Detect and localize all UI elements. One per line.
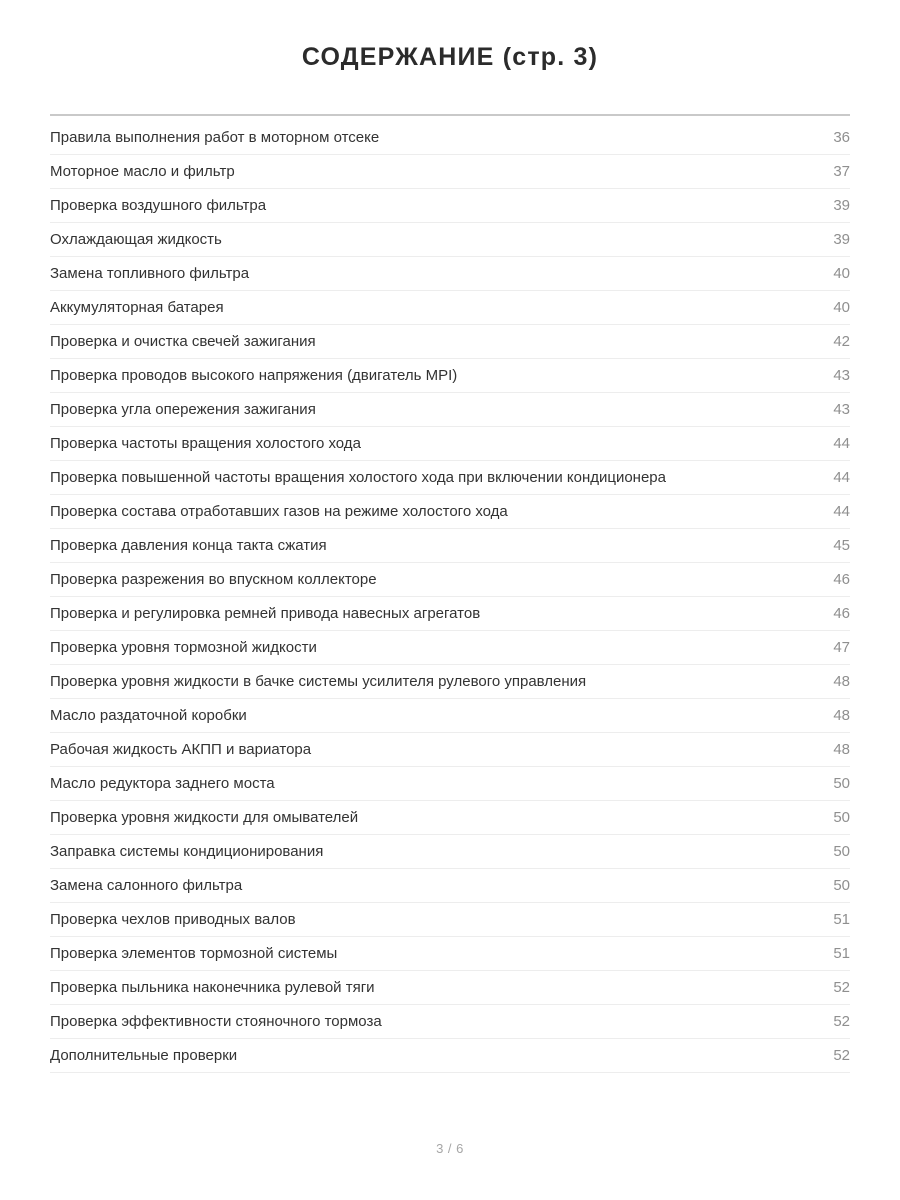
toc-entry[interactable] [50,767,850,801]
toc-entry-page-number: 47 [833,639,850,656]
toc-entry[interactable] [50,903,850,937]
toc-entry-label: Замена топливного фильтра [50,265,250,282]
toc-entry-label: Проверка пыльника наконечника рулевой тяги [50,979,375,996]
toc-entry-page-number: 44 [833,503,850,520]
toc-entry-label: Проверка уровня жидкости в бачке системы усилителя рулевого управления [50,673,587,690]
toc-entry-label: Проверка и регулировка ремней привода навесных агрегатов [50,605,481,622]
toc-entry-page-number: 40 [833,265,850,282]
toc-entry[interactable] [50,325,850,359]
toc-entry[interactable] [50,971,850,1005]
toc-entry-label: Аккумуляторная батарея [50,299,224,316]
toc-entry-label: Заправка системы кондиционирования [50,843,324,860]
toc-entry-label: Проверка повышенной частоты вращения холостого хода при включении кондиционера [50,469,666,486]
toc-entry-page-number: 48 [833,707,850,724]
toc-entry-label: Проверка уровня жидкости для омывателей [50,809,359,826]
toc-entry-page-number: 43 [833,401,850,418]
toc-entry-page-number: 39 [833,231,850,248]
toc-entry-page-number: 40 [833,299,850,316]
toc-entry[interactable] [50,597,850,631]
toc-entry-page-number: 50 [833,843,850,860]
toc-entry-label: Проверка частоты вращения холостого хода [50,435,361,452]
toc-entry-label: Проверка уровня тормозной жидкости [50,639,317,656]
toc-entry-page-number: 52 [833,1013,850,1030]
toc-entry-page-number: 50 [833,775,850,792]
toc-entry-label: Замена салонного фильтра [50,877,243,894]
toc-entry[interactable] [50,116,850,155]
toc-entry-label: Моторное масло и фильтр [50,163,235,180]
toc-entry-page-number: 50 [833,877,850,894]
toc-entry-page-number: 42 [833,333,850,350]
toc-entry-label: Дополнительные проверки [50,1047,238,1064]
toc-entry[interactable] [50,665,850,699]
toc-entry-page-number: 51 [833,911,850,928]
toc-entry-page-number: 44 [833,435,850,452]
toc-entry-page-number: 52 [833,979,850,996]
toc-entry[interactable] [50,359,850,393]
toc-entry-page-number: 44 [833,469,850,486]
toc-entry[interactable] [50,155,850,189]
toc-entry[interactable] [50,937,850,971]
toc-entry[interactable] [50,461,850,495]
toc-entry-label: Проверка разрежения во впускном коллекторе [50,571,377,588]
toc-entry-page-number: 36 [833,129,850,146]
toc-entry[interactable] [50,291,850,325]
toc-entry-page-number: 37 [833,163,850,180]
toc-entry[interactable] [50,801,850,835]
toc-entry[interactable] [50,393,850,427]
toc-entry-label: Проверка проводов высокого напряжения (двигатель MPI) [50,367,458,384]
toc-entry[interactable] [50,223,850,257]
toc-entry-page-number: 48 [833,741,850,758]
toc-entry-label: Проверка эффективности стояночного тормоза [50,1013,382,1030]
toc-entry-page-number: 46 [833,571,850,588]
toc-entry-label: Проверка давления конца такта сжатия [50,537,327,554]
toc-entry[interactable] [50,563,850,597]
page-title: СОДЕРЖАНИЕ (стр. 3) [301,43,599,71]
toc-entry-label: Масло раздаточной коробки [50,707,247,724]
toc-entry-page-number: 52 [833,1047,850,1064]
toc-entry-page-number: 46 [833,605,850,622]
toc-entry[interactable] [50,495,850,529]
toc-entry[interactable] [50,733,850,767]
toc-entry-label: Правила выполнения работ в моторном отсеке [50,129,380,146]
toc-entry-page-number: 51 [833,945,850,962]
toc-entry-page-number: 39 [833,197,850,214]
toc-entry[interactable] [50,529,850,563]
toc-entry[interactable] [50,699,850,733]
toc-entry[interactable] [50,257,850,291]
toc-entry-label: Масло редуктора заднего моста [50,775,275,792]
toc-entry[interactable] [50,835,850,869]
toc-entry-label: Рабочая жидкость АКПП и вариатора [50,741,312,758]
toc-entry-page-number: 43 [833,367,850,384]
page-footer: 3 / 6 [436,1141,464,1156]
toc-entry[interactable] [50,1039,850,1073]
table-of-contents [50,116,850,1073]
toc-entry-page-number: 50 [833,809,850,826]
toc-entry-label: Проверка угла опережения зажигания [50,401,316,418]
toc-entry-label: Проверка элементов тормозной системы [50,945,338,962]
toc-entry-label: Проверка воздушного фильтра [50,197,267,214]
toc-entry[interactable] [50,427,850,461]
toc-entry-label: Проверка чехлов приводных валов [50,911,296,928]
toc-entry[interactable] [50,1005,850,1039]
toc-entry[interactable] [50,631,850,665]
toc-entry-page-number: 48 [833,673,850,690]
toc-entry[interactable] [50,189,850,223]
toc-entry-label: Проверка и очистка свечей зажигания [50,333,316,350]
toc-entry-page-number: 45 [833,537,850,554]
toc-entry-label: Проверка состава отработавших газов на режиме холостого хода [50,503,508,520]
toc-entry[interactable] [50,869,850,903]
toc-entry-label: Охлаждающая жидкость [50,231,222,248]
